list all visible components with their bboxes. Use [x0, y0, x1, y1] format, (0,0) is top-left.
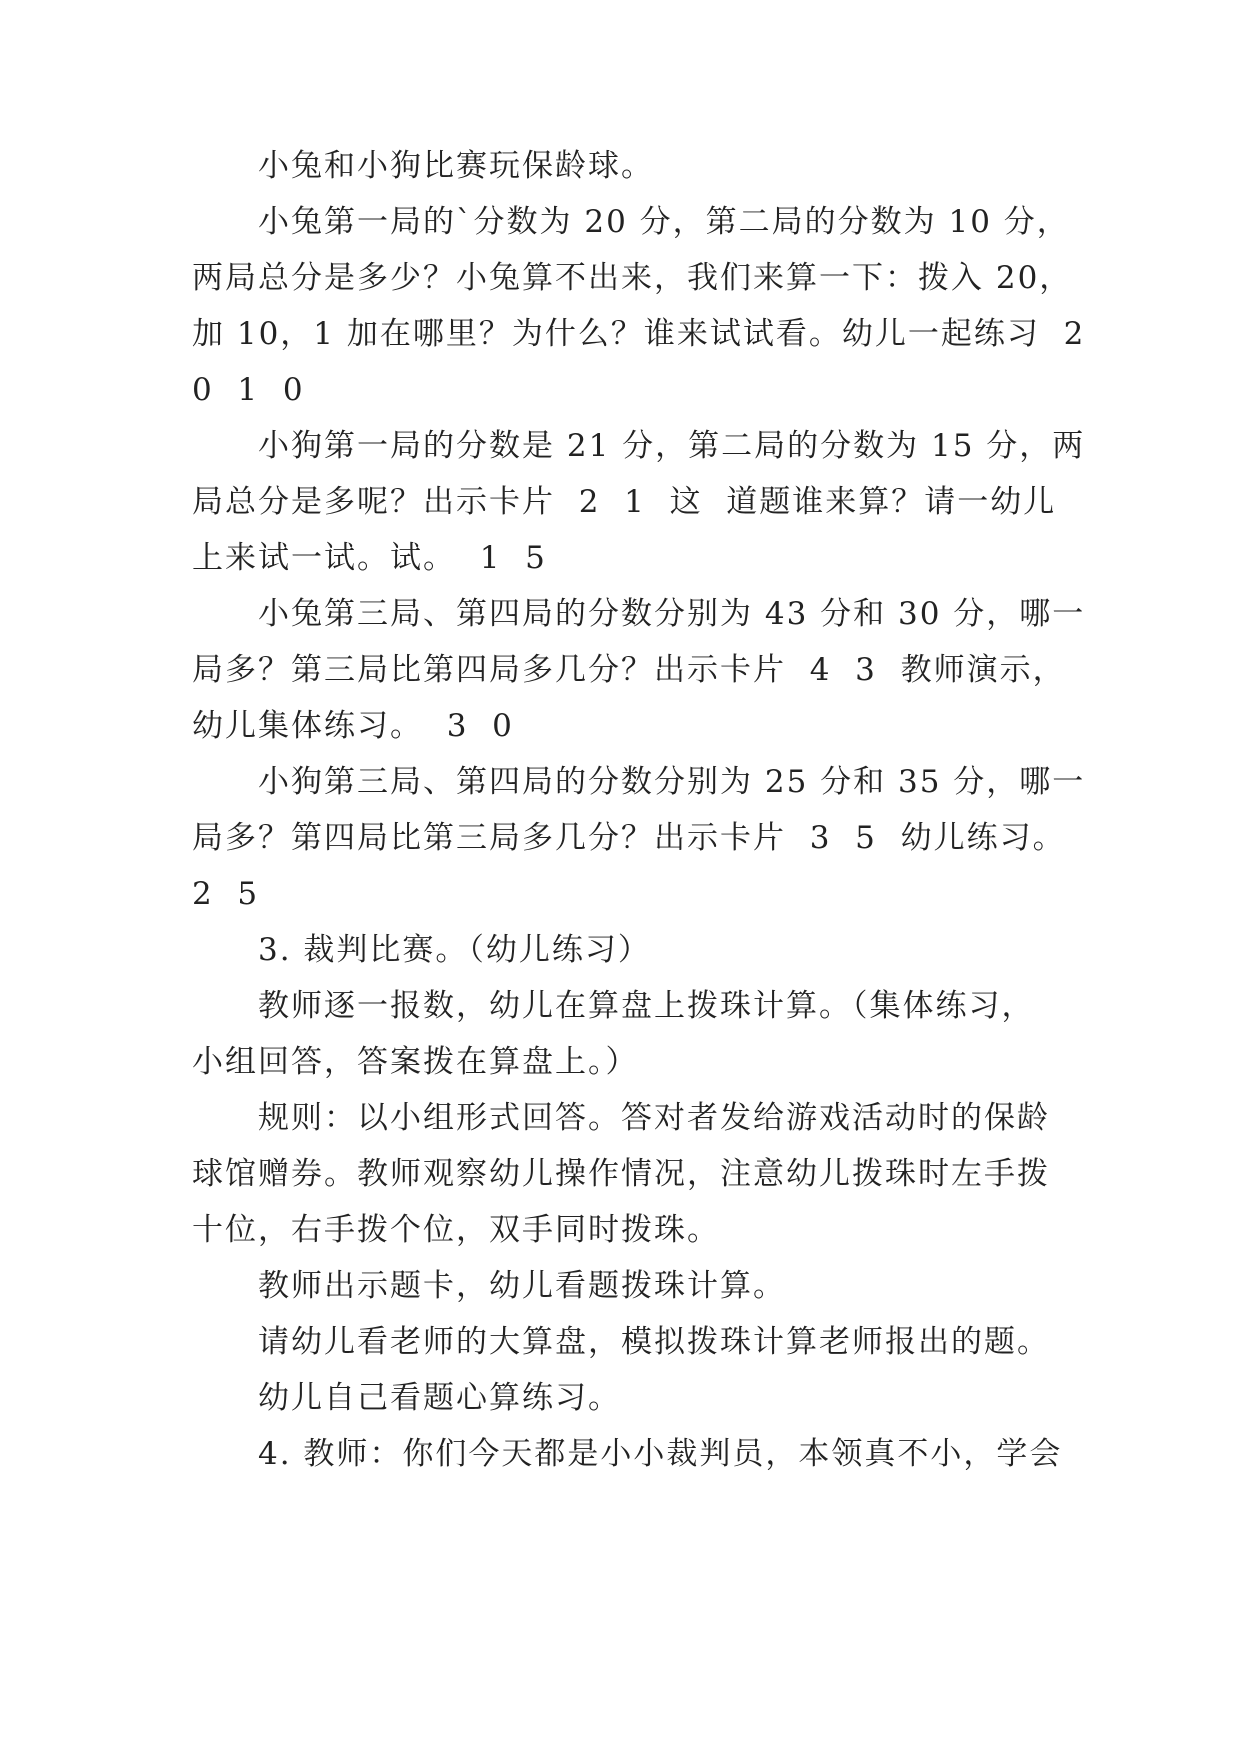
- text-line: 4. 教师：你们今天都是小小裁判员，本领真不小，学会: [258, 1436, 1063, 1472]
- text-line: 请幼儿看老师的大算盘，模拟拨珠计算老师报出的题。: [258, 1324, 1050, 1360]
- text-line: 十位，右手拨个位，双手同时拨珠。: [192, 1212, 720, 1248]
- text-line: 小狗第三局、第四局的分数分别为 25 分和 35 分，哪一: [258, 764, 1086, 800]
- text-line: 小兔和小狗比赛玩保龄球。: [258, 148, 654, 184]
- text-line: 小狗第一局的分数是 21 分，第二局的分数为 15 分，两: [258, 428, 1086, 464]
- text-line: 规则：以小组形式回答。答对者发给游戏活动时的保龄: [258, 1100, 1050, 1136]
- text-line: 3. 裁判比赛。（幼儿练习）: [258, 932, 651, 968]
- text-line: 2 5: [192, 876, 260, 912]
- text-line: 球馆赠券。教师观察幼儿操作情况，注意幼儿拨珠时左手拨: [192, 1156, 1050, 1192]
- text-line: 教师出示题卡，幼儿看题拨珠计算。: [258, 1268, 786, 1304]
- text-line: 上来试一试。试。 1 5: [192, 540, 547, 576]
- text-line: 小兔第一局的`分数为 20 分，第二局的分数为 10 分，: [258, 204, 1070, 240]
- text-line: 局多？第四局比第三局多几分？出示卡片 3 5 幼儿练习。: [192, 820, 1066, 856]
- text-line: 小兔第三局、第四局的分数分别为 43 分和 30 分，哪一: [258, 596, 1086, 632]
- text-line: 局多？第三局比第四局多几分？出示卡片 4 3 教师演示，: [192, 652, 1066, 688]
- text-line: 两局总分是多少？小兔算不出来，我们来算一下：拨入 20，: [192, 260, 1073, 296]
- text-line: 幼儿集体练习。 3 0: [192, 708, 514, 744]
- text-line: 加 10，1 加在哪里？为什么？谁来试试看。幼儿一起练习 2: [192, 316, 1086, 352]
- text-line: 教师逐一报数，幼儿在算盘上拨珠计算。（集体练习，: [258, 988, 1035, 1024]
- text-line: 小组回答，答案拨在算盘上。）: [192, 1044, 639, 1080]
- text-line: 幼儿自己看题心算练习。: [258, 1380, 621, 1416]
- text-line: 0 1 0: [192, 372, 305, 408]
- text-line: 局总分是多呢？出示卡片 2 1 这 道题谁来算？请一幼儿: [192, 484, 1057, 520]
